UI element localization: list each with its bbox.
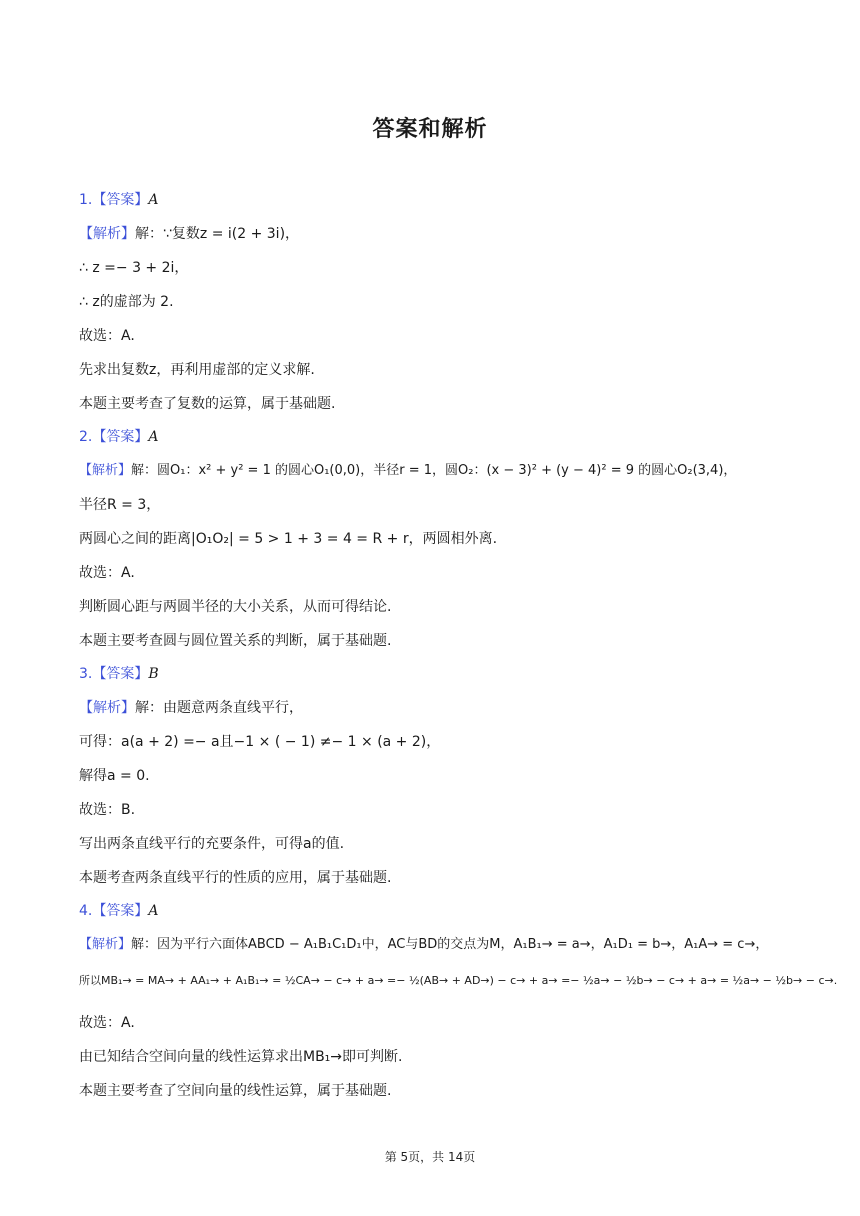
q3-answer: B [148, 666, 159, 682]
q4-answer-line [79, 901, 784, 921]
q2-text-line: 半径R = 3， [79, 497, 161, 513]
q4-text-line: 故选：A. [79, 1015, 135, 1031]
q3-answer-tag: 【答案】 [92, 666, 149, 682]
q2-number: 2. [79, 429, 93, 445]
q2-text-line: 判断圆心距与两圆半径的大小关系，从而可得结论. [79, 599, 392, 615]
q3-analysis-tag: 【解析】 [79, 700, 135, 716]
q4-number: 4. [79, 903, 93, 919]
q4-text-line: 解：因为平行六面体ABCD − A₁B₁C₁D₁中，AC与BD的交点为M，A₁B₁→ = a→，A₁D₁ = b→，A₁A→ = c→， [131, 937, 769, 952]
q1-analysis-tag: 【解析】 [79, 226, 135, 242]
q2-answer-line [79, 427, 784, 447]
q4-text-line: 本题主要考查了空间向量的线性运算，属于基础题. [79, 1083, 392, 1099]
q2-analysis-line [79, 461, 784, 481]
q3-answer-line [79, 664, 784, 684]
q1-text-line: 先求出复数z，再利用虚部的定义求解. [79, 362, 315, 378]
q3-number: 3. [79, 666, 93, 682]
page-footer: 第 5页，共 14页 [384, 1150, 476, 1164]
q2-analysis-tag: 【解析】 [79, 463, 132, 478]
q4-analysis-line [79, 935, 784, 955]
q2-answer: A [148, 429, 159, 445]
q3-text-line: 故选：B. [79, 802, 136, 818]
q1-answer-tag: 【答案】 [92, 192, 149, 208]
q4-answer-tag: 【答案】 [92, 903, 149, 919]
page-title: 答案和解析 [372, 117, 488, 142]
q3-text-line: 解：由题意两条直线平行， [135, 700, 303, 716]
q1-text-line: 故选：A. [79, 328, 135, 344]
q3-text-line: 解得a = 0. [79, 768, 150, 784]
q1-text-line: ∴ z =− 3 + 2i， [79, 260, 189, 276]
q1-answer: A [148, 192, 159, 208]
q3-text-line: 可得：a(a + 2) =− a且−1 × ( − 1) ≠− 1 × (a + 2)， [79, 734, 441, 750]
q4-text-line: 由已知结合空间向量的线性运算求出MB₁→即可判断. [79, 1049, 403, 1065]
q4-answer: A [148, 903, 159, 919]
q3-text-line: 写出两条直线平行的充要条件，可得a的值. [79, 836, 345, 852]
q2-answer-tag: 【答案】 [92, 429, 149, 445]
q1-text-line: 本题主要考查了复数的运算，属于基础题. [79, 396, 336, 412]
q4-text-line: 所以MB₁→ = MA→ + AA₁→ + A₁B₁→ = ½CA→ − c→ + a→ =− ½(AB→ + AD→) − c→ + a→ =− ½a→ − ½b→ − c→ + a→ = ½a→ − ½b→ − c→. [79, 974, 838, 987]
q2-text-line: 解：圆O₁：x² + y² = 1 的圆心O₁(0,0)，半径r = 1，圆O₂：(x − 3)² + (y − 4)² = 9 的圆心O₂(3,4)， [131, 463, 737, 478]
q4-analysis-tag: 【解析】 [79, 937, 132, 952]
q1-text-line: 解：∵复数z = i(2 + 3i)， [135, 226, 300, 242]
q2-text-line: 故选：A. [79, 565, 135, 581]
q2-text-line: 本题主要考查圆与圆位置关系的判断，属于基础题. [79, 633, 392, 649]
q2-text-line: 两圆心之间的距离|O₁O₂| = 5 > 1 + 3 = 4 = R + r，两圆相外离. [79, 531, 498, 547]
q1-text-line: ∴ z的虚部为 2. [79, 294, 174, 310]
q3-text-line: 本题考查两条直线平行的性质的应用，属于基础题. [79, 870, 392, 886]
q1-analysis-line [79, 224, 784, 244]
q3-analysis-line [79, 698, 784, 718]
q1-number: 1. [79, 192, 93, 208]
q1-answer-line [79, 190, 784, 210]
